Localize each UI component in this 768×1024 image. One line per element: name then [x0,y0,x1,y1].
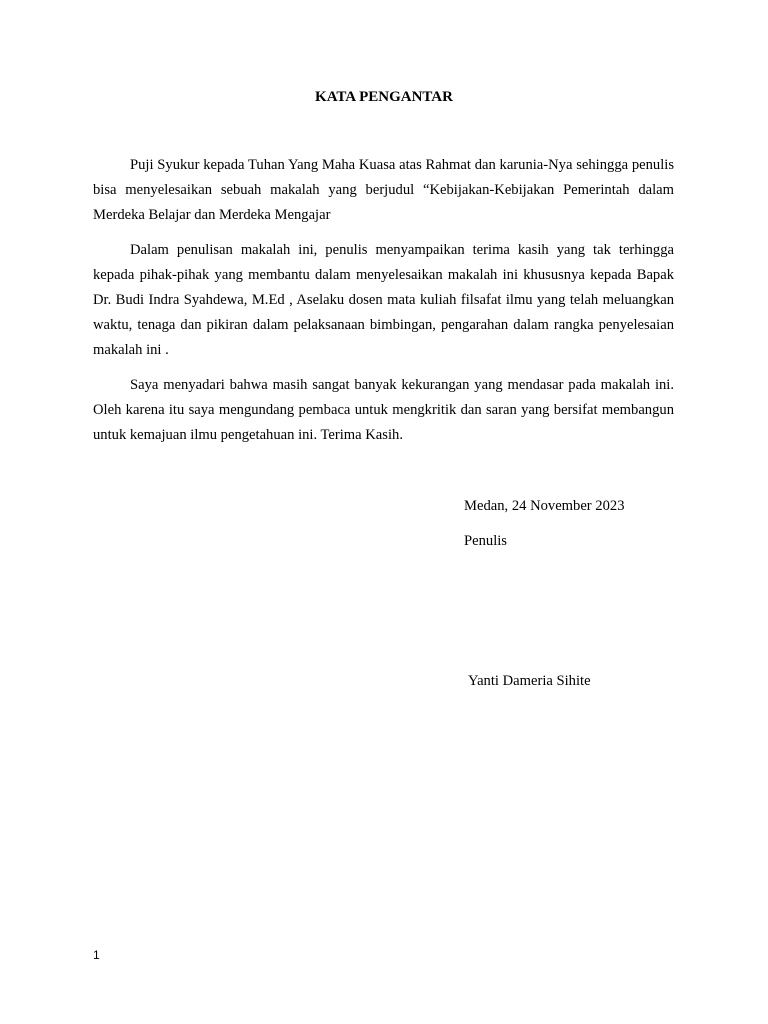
paragraph-3: Saya menyadari bahwa masih sangat banyak kekurangan yang mendasar pada makalah ini. Oleh karena itu saya mengundang pembaca untuk mengkritik dan saran yang bersifat membangun untuk kemajuan ilmu pengetahuan ini. Terima Kasih. [93,377,674,443]
page-number: 1 [93,948,100,962]
paragraph-2: Dalam penulisan makalah ini, penulis menyampaikan terima kasih yang tak terhingga kepada pihak-pihak yang membantu dalam menyelesaikan makalah ini khususnya kepada Bapak Dr. Budi Indra Syahdewa, M.Ed , Aselaku dosen mata kuliah filsafat ilmu yang telah meluangkan waktu, tenaga dan pikiran dalam pelaksanaan bimbingan, pengarahan dalam rangka penyelesaian makalah ini . [93,242,674,358]
body-text [93,153,674,458]
paragraph-1: Puji Syukur kepada Tuhan Yang Maha Kuasa atas Rahmat dan karunia-Nya sehingga penulis bisa menyelesaikan sebuah makalah yang berjudul “Kebijakan-Kebijakan Pemerintah dalam Merdeka Belajar dan Merdeka Mengajar [93,157,674,223]
place-date: Medan, 24 November 2023 [464,498,625,514]
author-label: Penulis [464,533,507,549]
author-name: Yanti Dameria Sihite [468,673,591,689]
page-title: KATA PENGANTAR [315,89,453,105]
